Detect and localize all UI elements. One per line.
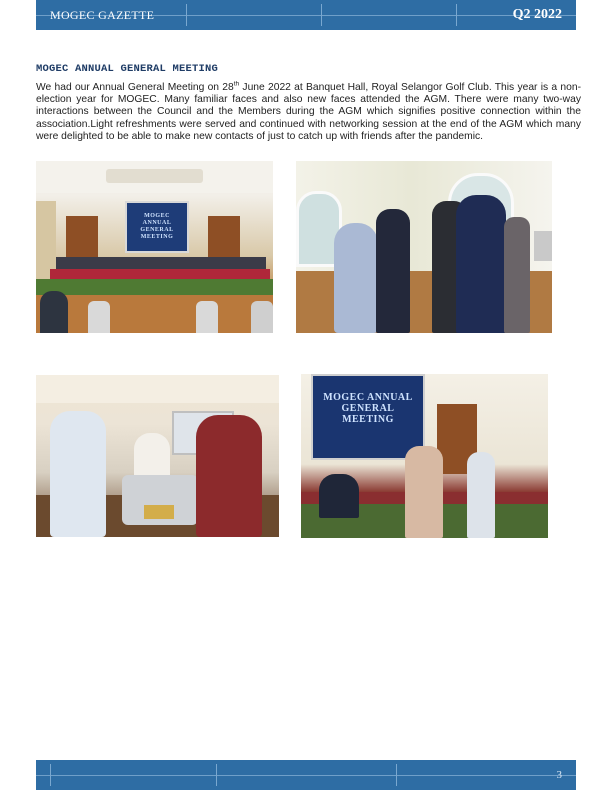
article-body	[36, 82, 581, 143]
footer-divider	[396, 764, 397, 786]
man-white-shirt	[50, 411, 106, 537]
person-grey-suit	[504, 217, 530, 333]
header-divider	[456, 4, 457, 26]
footer-rule	[36, 775, 576, 776]
header-divider	[321, 4, 322, 26]
seated-man	[319, 474, 359, 518]
article-text-rest: June 2022 at Banquet Hall, Royal Selangor Golf Club. This year is a non-election year for MOGEC. Many familiar faces and also new faces attended the AGM. There were many two-way interactions between the Council and the Members during the AGM which signifies positive connection within the association.Light refreshments were served and continued with networking session at the end of the AGM which many were delighted to be able to make new contacts of just to catch up with friends after the pandemic.	[36, 82, 581, 142]
table-ribbon	[144, 505, 174, 519]
seated-panel	[56, 257, 266, 269]
photo-networking	[296, 161, 552, 333]
floral-row	[36, 279, 273, 295]
article-title: MOGEC ANNUAL GENERAL MEETING	[36, 63, 219, 75]
projection-screen	[311, 374, 425, 460]
photo-agm-screen	[301, 374, 548, 538]
chair	[88, 301, 110, 333]
footer-divider	[216, 764, 217, 786]
projection-screen	[125, 201, 189, 253]
screen-caption: MOGEC ANNUAL GENERAL MEETING	[140, 213, 174, 240]
screen-caption: MOGEC ANNUAL GENERAL MEETING	[323, 392, 413, 425]
footer-band	[36, 760, 576, 790]
person-in-hijab	[334, 223, 378, 333]
article-text-start: We had our Annual General Meeting on 28	[36, 82, 234, 93]
floor	[36, 295, 273, 333]
man-speaking	[405, 446, 443, 538]
audience-member	[40, 291, 68, 333]
photo-refreshments	[36, 375, 279, 537]
footer-divider	[50, 764, 51, 786]
man-white-shirt	[467, 452, 495, 538]
ceiling-panel	[106, 169, 203, 183]
person-navy-suit	[456, 195, 506, 333]
head-table	[50, 269, 270, 279]
issue-label: Q2 2022	[512, 7, 562, 22]
chair	[196, 301, 218, 333]
man-batik-shirt	[196, 415, 262, 537]
header-band	[36, 0, 576, 30]
gazette-title: MOGEC GAZETTE	[50, 8, 155, 22]
ceiling	[36, 375, 279, 403]
chair	[251, 301, 273, 333]
appliance	[534, 231, 552, 261]
header-divider	[186, 4, 187, 26]
page-number: 3	[556, 769, 562, 781]
date-ordinal: th	[233, 80, 240, 88]
photo-agm-hall	[36, 161, 273, 333]
person-dark-suit	[376, 209, 410, 333]
